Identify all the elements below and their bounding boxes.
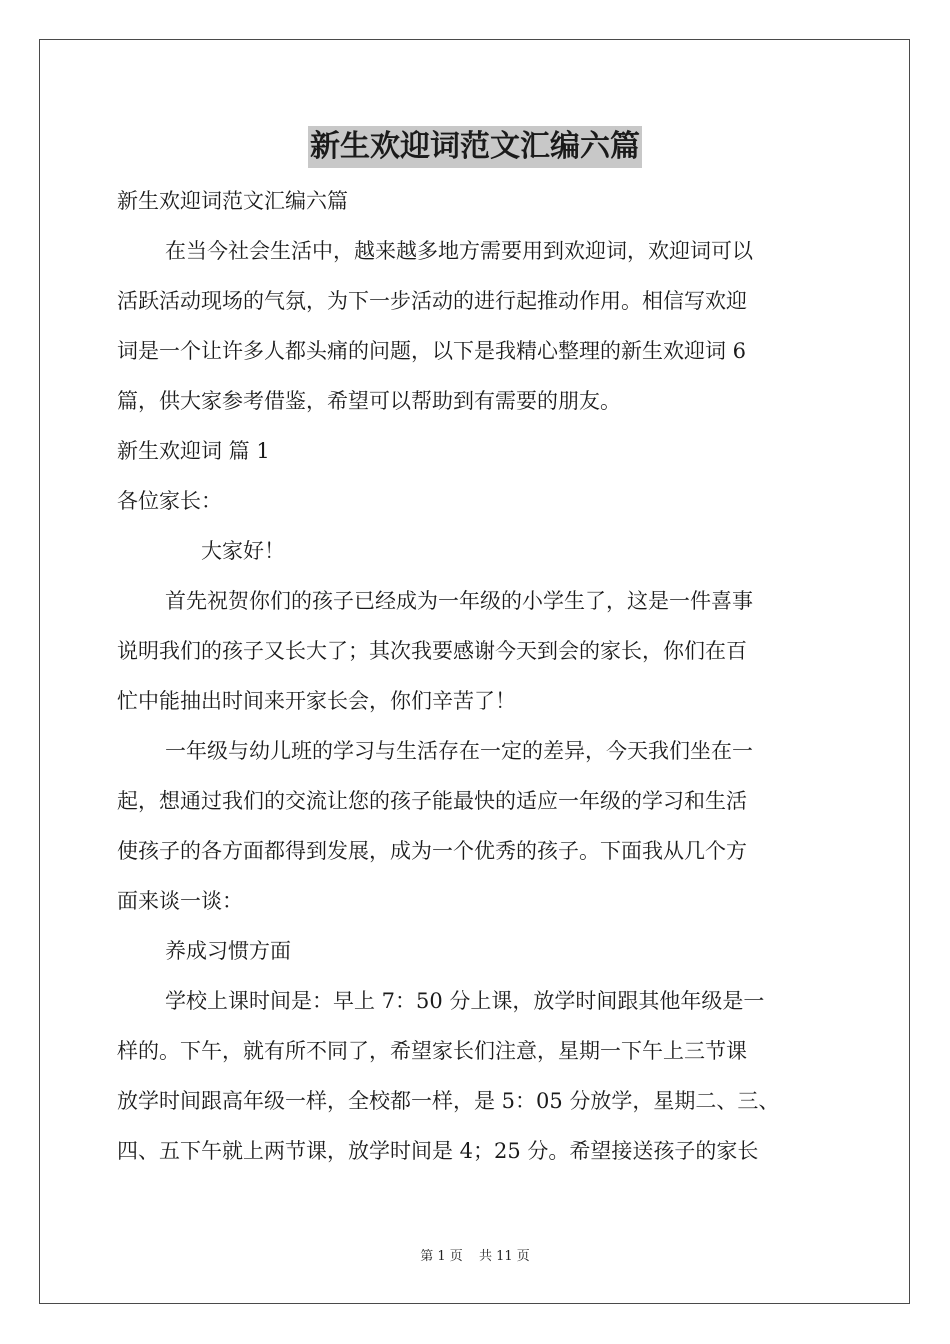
text-line: 首先祝贺你们的孩子已经成为一年级的小学生了，这是一件喜事 bbox=[165, 589, 753, 613]
text-line: 使孩子的各方面都得到发展，成为一个优秀的孩子。下面我从几个方 bbox=[117, 839, 747, 863]
text-line: 新生欢迎词 篇 1 bbox=[117, 439, 270, 463]
text-line: 大家好！ bbox=[201, 539, 285, 563]
text-line: 说明我们的孩子又长大了；其次我要感谢今天到会的家长，你们在百 bbox=[117, 639, 747, 663]
title-container bbox=[0, 126, 950, 168]
text-line: 样的。下午，就有所不同了，希望家长们注意，星期一下午上三节课 bbox=[117, 1039, 747, 1063]
text-line: 放学时间跟高年级一样，全校都一样，是 5：05 分放学，星期二、三、 bbox=[117, 1089, 780, 1113]
text-line: 四、五下午就上两节课，放学时间是 4；25 分。希望接送孩子的家长 bbox=[117, 1139, 759, 1163]
text-line: 忙中能抽出时间来开家长会，你们辛苦了！ bbox=[117, 689, 516, 713]
page-footer bbox=[0, 1247, 950, 1267]
document-title: 新生欢迎词范文汇编六篇 bbox=[308, 126, 642, 168]
text-line: 面来谈一谈： bbox=[117, 889, 243, 913]
page-total: 共 11 页 bbox=[478, 1249, 530, 1264]
page-number: 第 1 页 bbox=[420, 1249, 463, 1264]
text-line: 起，想通过我们的交流让您的孩子能最快的适应一年级的学习和生活 bbox=[117, 789, 747, 813]
text-line: 在当今社会生活中，越来越多地方需要用到欢迎词，欢迎词可以 bbox=[165, 239, 753, 263]
text-line: 活跃活动现场的气氛，为下一步活动的进行起推动作用。相信写欢迎 bbox=[117, 289, 747, 313]
text-line: 新生欢迎词范文汇编六篇 bbox=[117, 189, 348, 213]
text-line: 养成习惯方面 bbox=[165, 939, 291, 963]
text-line: 词是一个让许多人都头痛的问题，以下是我精心整理的新生欢迎词 6 bbox=[117, 339, 747, 363]
document-body bbox=[117, 176, 837, 1176]
text-line: 篇，供大家参考借鉴，希望可以帮助到有需要的朋友。 bbox=[117, 389, 621, 413]
text-line: 一年级与幼儿班的学习与生活存在一定的差异，今天我们坐在一 bbox=[165, 739, 753, 763]
text-line: 各位家长： bbox=[117, 489, 222, 513]
text-line: 学校上课时间是：早上 7：50 分上课，放学时间跟其他年级是一 bbox=[165, 989, 765, 1013]
